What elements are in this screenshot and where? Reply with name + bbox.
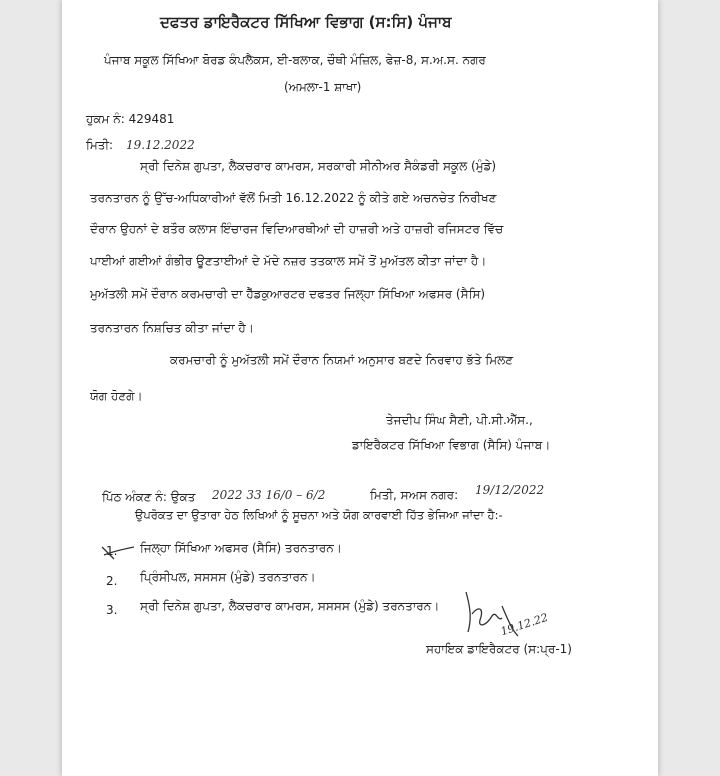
office-address: ਪੰਜਾਬ ਸਕੂਲ ਸਿੱਖਿਆ ਬੋਰਡ ਕੰਪਲੈਕਸ, ਈ-ਬਲਾਕ, ਚੌਥੀ ਮੰਜ਼ਿਲ, ਫੇਜ਼-8, ਸ.ਅ.ਸ. ਨਗਰ — [104, 53, 486, 67]
order-number: ਹੁਕਮ ਨੰ: 429481 — [86, 112, 175, 126]
endorsement-date-label: ਮਿਤੀ, ਸਅਸ ਨਗਰ: — [370, 488, 459, 502]
para2-line-2: ਯੋਗ ਹੋਣਗੇ। — [90, 389, 143, 403]
recipient-text: ਪ੍ਰਿੰਸੀਪਲ, ਸਸਸਸ (ਮੁੰਡੇ) ਤਰਨਤਾਰਨ। — [140, 570, 316, 584]
signatory-designation: ਡਾਇਰੈਕਟਰ ਸਿੱਖਿਆ ਵਿਭਾਗ (ਸੈਸਿ) ਪੰਜਾਬ। — [352, 438, 551, 452]
order-date-label: ਮਿਤੀ: — [86, 138, 114, 152]
recipient-number: 2. — [106, 574, 118, 588]
endorsement-date-handwritten: 19/12/2022 — [475, 483, 545, 497]
office-title: ਦਫਤਰ ਡਾਇਰੈਕਟਰ ਸਿੱਖਿਆ ਵਿਭਾਗ (ਸ:ਸਿ) ਪੰਜਾਬ — [160, 13, 452, 31]
body-line-4: ਪਾਈਆਂ ਗਈਆਂ ਗੰਭੀਰ ਊਣਤਾਈਆਂ ਦੇ ਮੱਦੇ ਨਜ਼ਰ ਤਤਕਾਲ ਸਮੇਂ ਤੋਂ ਮੁਅੱਤਲ ਕੀਤਾ ਜਾਂਦਾ ਹੈ। — [90, 254, 487, 268]
body-line-6: ਤਰਨਤਾਰਨ ਨਿਸ਼ਚਿਤ ਕੀਤਾ ਜਾਂਦਾ ਹੈ। — [90, 321, 254, 335]
recipient-text: ਸ੍ਰੀ ਦਿਨੇਸ਼ ਗੁਪਤਾ, ਲੈਕਚਰਾਰ ਕਾਮਰਸ, ਸਸਸਸ (ਮੁੰਡੇ) ਤਰਨਤਾਰਨ। — [140, 599, 440, 613]
signatory-name: ਤੇਜਦੀਪ ਸਿੰਘ ਸੈਣੀ, ਪੀ.ਸੀ.ਐੱਸ., — [386, 413, 533, 427]
forward-text: ਉਪਰੋਕਤ ਦਾ ਉਤਾਰਾ ਹੇਠ ਲਿਖਿਆਂ ਨੂੰ ਸੂਚਨਾ ਅਤੇ ਯੋਗ ਕਾਰਵਾਈ ਹਿੱਤ ਭੇਜਿਆ ਜਾਂਦਾ ਹੈ:- — [135, 508, 503, 522]
body-line-5: ਮੁਅੱਤਲੀ ਸਮੇਂ ਦੌਰਾਨ ਕਰਮਚਾਰੀ ਦਾ ਹੈੱਡਕੁਆਰਟਰ ਦਫਤਰ ਜਿਲ੍ਹਾ ਸਿੱਖਿਆ ਅਫਸਰ (ਸੈਸਿ) — [90, 287, 486, 301]
tick-mark-icon — [100, 541, 136, 563]
order-date-handwritten: 19.12.2022 — [126, 138, 195, 152]
signature-date-handwritten: 19.12.22 — [499, 610, 550, 639]
branch-name: (ਅਮਲਾ-1 ਸ਼ਾਖਾ) — [284, 80, 362, 94]
para2-line-1: ਕਰਮਚਾਰੀ ਨੂੰ ਮੁਅੱਤਲੀ ਸਮੇਂ ਦੌਰਾਨ ਨਿਯਮਾਂ ਅਨੁਸਾਰ ਬਣਦੇ ਨਿਰਵਾਹ ਭੱਤੇ ਮਿਲਣ — [170, 353, 514, 367]
endorsement-label: ਪਿੱਠ ਅੰਕਣ ਨੰ: ਉਕਤ — [102, 490, 196, 504]
recipient-text: ਜਿਲ੍ਹਾ ਸਿੱਖਿਆ ਅਫਸਰ (ਸੈਸਿ) ਤਰਨਤਾਰਨ। — [140, 541, 342, 555]
body-line-1: ਸ੍ਰੀ ਦਿਨੇਸ਼ ਗੁਪਤਾ, ਲੈਕਚਰਾਰ ਕਾਮਰਸ, ਸਰਕਾਰੀ ਸੀਨੀਅਰ ਸੈਕੰਡਰੀ ਸਕੂਲ (ਮੁੰਡੇ) — [140, 159, 497, 173]
endorsement-number-handwritten: 2022 33 16/0 – 6/2 — [212, 488, 326, 502]
footer-designation: ਸਹਾਇਕ ਡਾਇਰੈਕਟਰ (ਸ:ਪ੍ਰ-1) — [426, 642, 572, 656]
body-line-2: ਤਰਨਤਾਰਨ ਨੂੰ ਉੱਚ-ਅਧਿਕਾਰੀਆਂ ਵੱਲੋਂ ਮਿਤੀ 16.12.2022 ਨੂੰ ਕੀਤੇ ਗਏ ਅਚਨਚੇਤ ਨਿਰੀਖਣ — [90, 191, 497, 205]
recipient-number: 1. — [106, 544, 118, 558]
recipient-number: 3. — [106, 603, 118, 617]
body-line-3: ਦੌਰਾਨ ਉਹਨਾਂ ਦੇ ਬਤੌਰ ਕਲਾਸ ਇੰਚਾਰਜ ਵਿਦਿਆਰਥੀਆਂ ਦੀ ਹਾਜ਼ਰੀ ਅਤੇ ਹਾਜ਼ਰੀ ਰਜਿਸਟਰ ਵਿੱਚ — [90, 222, 504, 236]
